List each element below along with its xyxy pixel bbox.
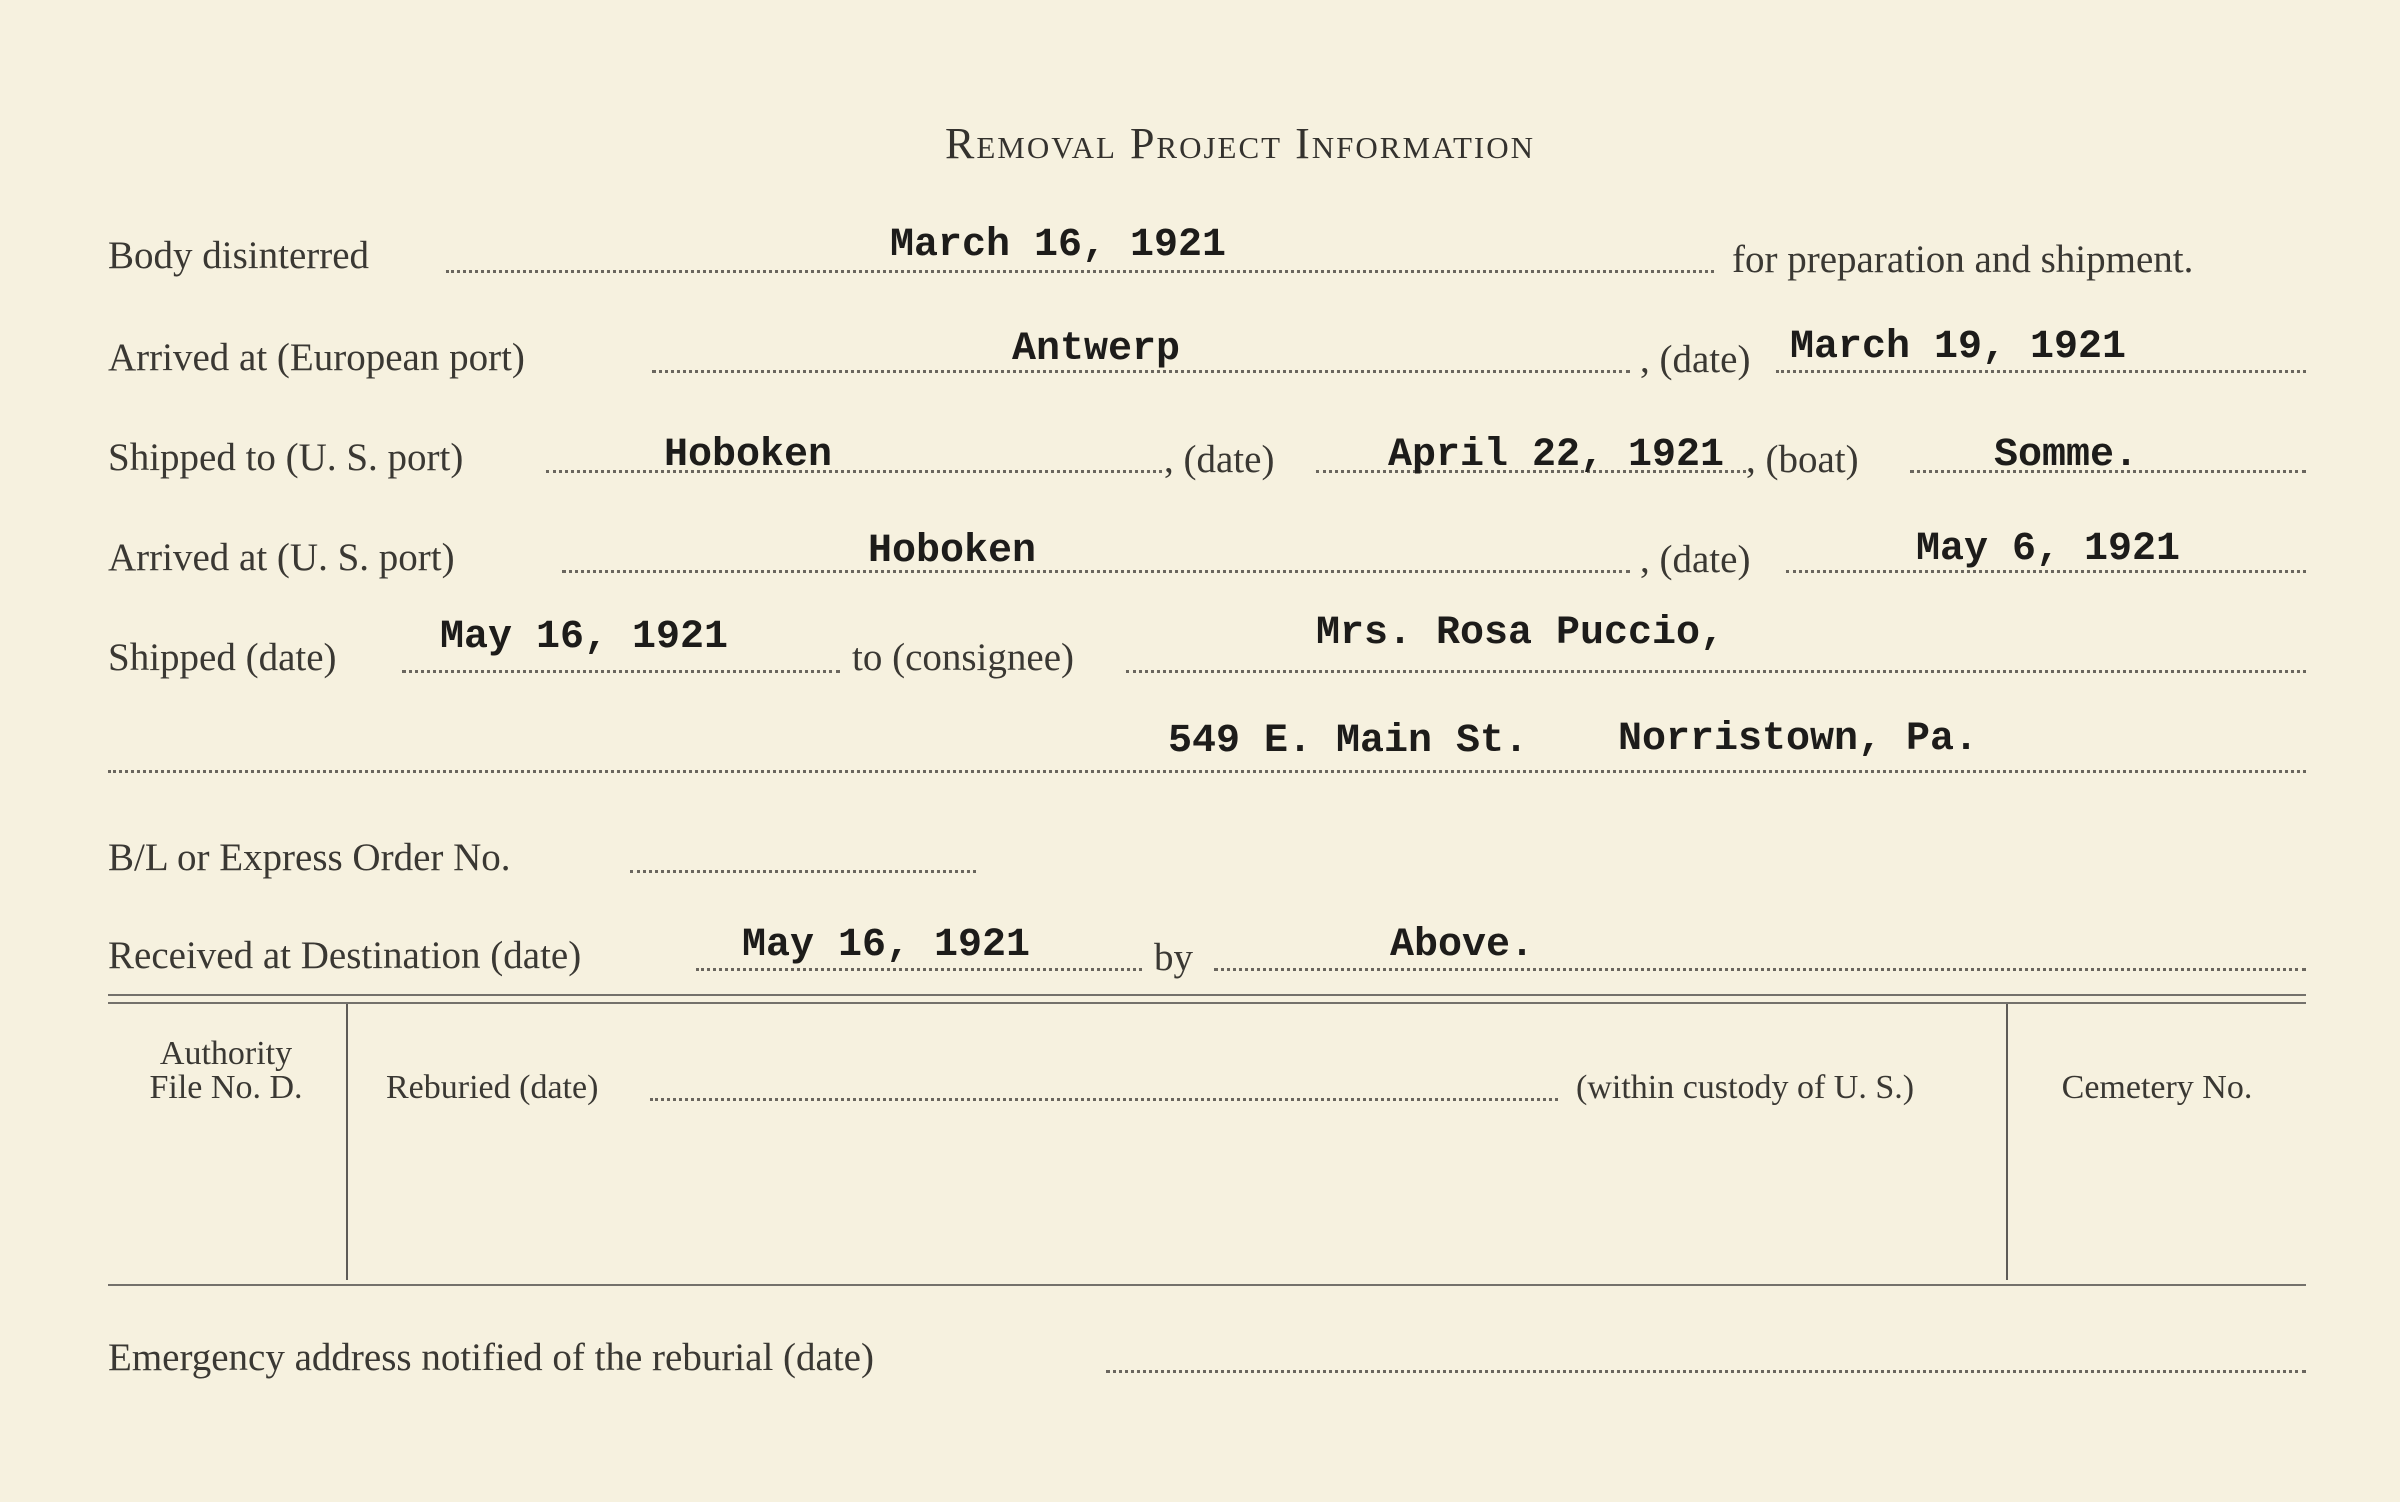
label-custody: (within custody of U. S.) bbox=[1576, 1069, 1915, 1106]
rule-bottom bbox=[108, 1284, 2306, 1286]
label-boat: , (boat) bbox=[1746, 438, 1859, 481]
label-file-no: File No. D. bbox=[149, 1069, 303, 1106]
value-us-port-arrived: Hoboken bbox=[868, 529, 1037, 574]
value-us-arrival-date: May 6, 1921 bbox=[1916, 527, 2181, 572]
card-title: Removal Project Information bbox=[945, 119, 1535, 168]
value-consignee-ship-date: May 16, 1921 bbox=[440, 615, 729, 660]
label-by: by bbox=[1154, 936, 1193, 979]
label-shipped-to-us: Shipped to (U. S. port) bbox=[108, 436, 464, 479]
rule-top-2 bbox=[108, 1002, 2306, 1004]
label-shipped-date: , (date) bbox=[1164, 438, 1275, 481]
value-shipped-date: April 22, 1921 bbox=[1388, 433, 1725, 478]
line-consignee bbox=[1126, 670, 2306, 673]
value-boat: Somme. bbox=[1994, 433, 2139, 478]
value-received-date: May 16, 1921 bbox=[742, 923, 1031, 968]
label-body-disinterred: Body disinterred bbox=[108, 234, 370, 277]
value-european-port: Antwerp bbox=[1012, 327, 1181, 372]
rule-top-1 bbox=[108, 994, 2306, 996]
line-emergency-date bbox=[1106, 1370, 2306, 1373]
value-consignee-city: Norristown, Pa. bbox=[1618, 717, 1979, 762]
label-authority: Authority bbox=[159, 1035, 293, 1072]
label-shipped-date-consignee: Shipped (date) bbox=[108, 636, 337, 679]
rule-vertical-right bbox=[2006, 1004, 2008, 1280]
line-bl-order bbox=[630, 870, 976, 873]
rule-vertical-left bbox=[346, 1004, 348, 1280]
label-arrival-date: , (date) bbox=[1640, 538, 1751, 581]
label-cemetery-no: Cemetery No. bbox=[2061, 1069, 2253, 1106]
value-us-port-shipped: Hoboken bbox=[664, 433, 833, 478]
line-us-port-arrived bbox=[562, 570, 1630, 573]
label-arrived-us: Arrived at (U. S. port) bbox=[108, 536, 455, 579]
line-us-port-shipped bbox=[546, 470, 1162, 473]
line-consignee-address bbox=[108, 770, 2306, 773]
line-disinterred bbox=[446, 270, 1714, 273]
label-reburied: Reburied (date) bbox=[386, 1069, 599, 1106]
label-bl-order: B/L or Express Order No. bbox=[108, 836, 511, 879]
label-arrived-european: Arrived at (European port) bbox=[108, 336, 525, 379]
label-european-date: , (date) bbox=[1640, 338, 1751, 381]
line-received-by bbox=[1214, 968, 2306, 971]
label-to-consignee: to (consignee) bbox=[852, 636, 1075, 679]
value-european-arrival-date: March 19, 1921 bbox=[1790, 325, 2127, 370]
label-received: Received at Destination (date) bbox=[108, 934, 582, 977]
line-consignee-ship-date bbox=[402, 670, 840, 673]
label-emergency: Emergency address notified of the reburial (date) bbox=[108, 1336, 874, 1379]
line-reburied bbox=[650, 1098, 1558, 1101]
value-consignee: Mrs. Rosa Puccio, bbox=[1316, 611, 1725, 656]
value-consignee-street: 549 E. Main St. bbox=[1168, 719, 1529, 764]
value-received-by: Above. bbox=[1390, 923, 1535, 968]
label-for-preparation: for preparation and shipment. bbox=[1732, 238, 2194, 281]
value-disinterred-date: March 16, 1921 bbox=[890, 223, 1227, 268]
